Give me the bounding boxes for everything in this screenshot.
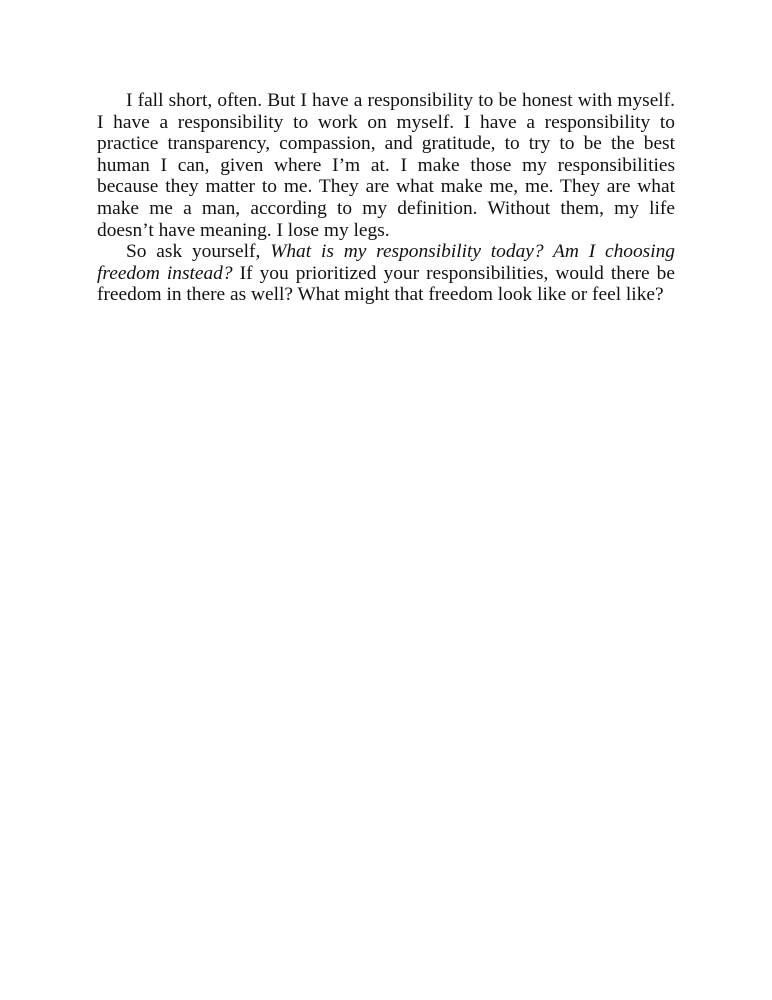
paragraph-2-trail: If you prioritized your responsibilities, would there be freedom in there as well? What might that freedom look like or feel like? <box>97 262 675 306</box>
paragraph-2-lead: So ask yourself, <box>126 241 271 263</box>
paragraph-2-italic-question: What is my responsibility today? Am I choosing freedom instead? <box>97 241 675 284</box>
body-text <box>97 90 675 306</box>
paragraph-1: I fall short, often. But I have a responsibility to be honest with myself. I have a responsibility to work on myself. I have a responsibility to practice transparency, compassion, and gratitude, to try to be the best human I can, given where I’m at. I make those my responsibilities because they matter to me. They are what make me, me. They are what make me a man, according to my definition. Without them, my life doesn’t have meaning. I lose my legs. <box>97 90 675 241</box>
paragraph-2 <box>97 241 675 306</box>
